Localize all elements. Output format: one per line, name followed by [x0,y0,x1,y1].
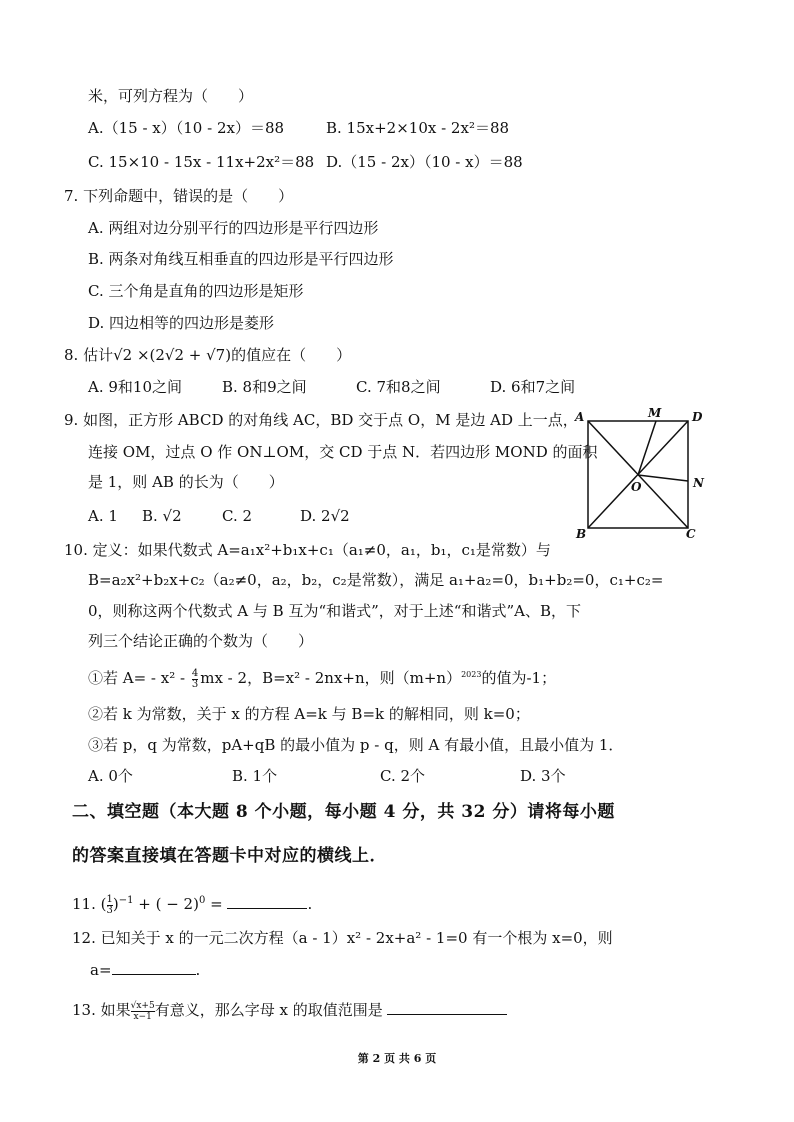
q9-option-b: B. √2 [142,507,182,525]
q10-option-d: D. 3个 [520,767,566,785]
q6-tail: 米，可列方程为（ ） [88,87,254,105]
section-2-heading-line-1: 二、填空题（本大题 8 个小题，每小题 4 分，共 32 分）请将每小题 [72,802,615,822]
fraction-four-thirds: $\frac{4}{3}$ [191,667,199,690]
q6-option-a: A.（15 - x）（10 - 2x）＝88 [88,119,285,137]
q10-line-3: 0，则称这两个代数式 A 与 B 互为“和谐式”，对于上述“和谐式”A、B，下 [88,602,582,620]
q10-statement-2: ②若 k 为常数，关于 x 的方程 A=k 与 B=k 的解相同，则 k=0； [88,705,530,723]
q7-option-b: B. 两条对角线互相垂直的四边形是平行四边形 [88,250,394,268]
label-c: C [686,527,696,540]
q9-option-c: C. 2 [222,507,253,525]
q10-line-1: 10. 定义：如果代数式 A=a₁x²+b₁x+c₁（a₁≠0，a₁，b₁，c₁是常数）与 [64,541,551,559]
segment-on [638,475,688,481]
q9-line-3: 是 1，则 AB 的长为（ ） [88,473,284,491]
q7-option-d: D. 四边相等的四边形是菱形 [88,314,275,332]
q12-line-2: a= . [90,961,201,979]
q10-line-4: 列三个结论正确的个数为（ ） [88,632,314,650]
q6-option-c: C. 15×10 - 15x - 11x+2x²＝88 [88,153,315,171]
q9-option-a: A. 1 [88,507,118,525]
segment-om [638,421,656,475]
q13: 13. 如果 $\frac{√x+5}{x-1}$ 有意义，那么字母 x 的取值范围是 [72,1000,507,1022]
q6-option-d: D.（15 - 2x）（10 - x）＝88 [326,153,523,171]
q8-option-d: D. 6和7之间 [490,378,576,396]
fraction-one-third: $\frac{1}{3}$ [106,893,113,916]
label-o: O [631,480,642,494]
label-b: B [576,527,587,540]
q10-option-c: C. 2个 [380,767,426,785]
fraction-sqrt: $\frac{√x+5}{x-1}$ [130,1000,155,1022]
q8-option-a: A. 9和10之间 [88,378,182,396]
q7-option-c: C. 三个角是直角的四边形是矩形 [88,282,304,300]
q9-option-d: D. 2√2 [300,507,350,525]
q9-line-1: 9. 如图，正方形 ABCD 的对角线 AC，BD 交于点 O，M 是边 AD 上一点， [64,411,578,429]
q10-line-2: B=a₂x²+b₂x+c₂（a₂≠0，a₂，b₂，c₂是常数），满足 a₁+a₂=0，b₁+b₂=0，c₁+c₂= [88,571,664,589]
q10-option-b: B. 1个 [232,767,278,785]
q9-line-2: 连接 OM，过点 O 作 ON⊥OM，交 CD 于点 N．若四边形 MOND 的面积 [88,443,598,461]
label-d: D [692,410,703,424]
q7-stem: 7. 下列命题中，错误的是（ ） [64,187,294,205]
q8-stem: 8. 估计√2 ×(2√2 + √7)的值应在（ ） [64,346,352,364]
label-n: N [693,476,704,490]
q7-option-a: A. 两组对边分别平行的四边形是平行四边形 [88,219,379,237]
page-footer: 第 2 页 共 6 页 [357,1052,437,1065]
square-figure [570,405,720,540]
q8-option-b: B. 8和9之间 [222,378,307,396]
q12-line-1: 12. 已知关于 x 的一元二次方程（a - 1）x² - 2x+a² - 1=0 有一个根为 x=0，则 [72,929,613,947]
q13-answer-blank[interactable] [387,1000,507,1015]
label-a: A [575,410,585,424]
q11-answer-blank[interactable] [227,894,307,909]
label-m: M [648,406,662,420]
q12-answer-blank[interactable] [112,960,196,975]
q10-statement-1: ①若 A= - x² - $\frac{4}{3}$ mx - 2，B=x² - 2nx+n，则$(m+n)^{2023}$的值为-1； [88,667,557,690]
q11: 11. ( $\frac{1}{3}$ )$^{-1}$ + ( − 2)$^0$ = . [72,893,313,916]
q10-option-a: A. 0个 [88,767,133,785]
section-2-heading-line-2: 的答案直接填在答题卡中对应的横线上． [72,846,387,866]
q10-statement-3: ③若 p，q 为常数，pA+qB 的最小值为 p - q，则 A 有最小值，且最小值为 1． [88,736,624,754]
q8-option-c: C. 7和8之间 [356,378,441,396]
q6-option-b: B. 15x+2×10x - 2x²＝88 [326,119,510,137]
